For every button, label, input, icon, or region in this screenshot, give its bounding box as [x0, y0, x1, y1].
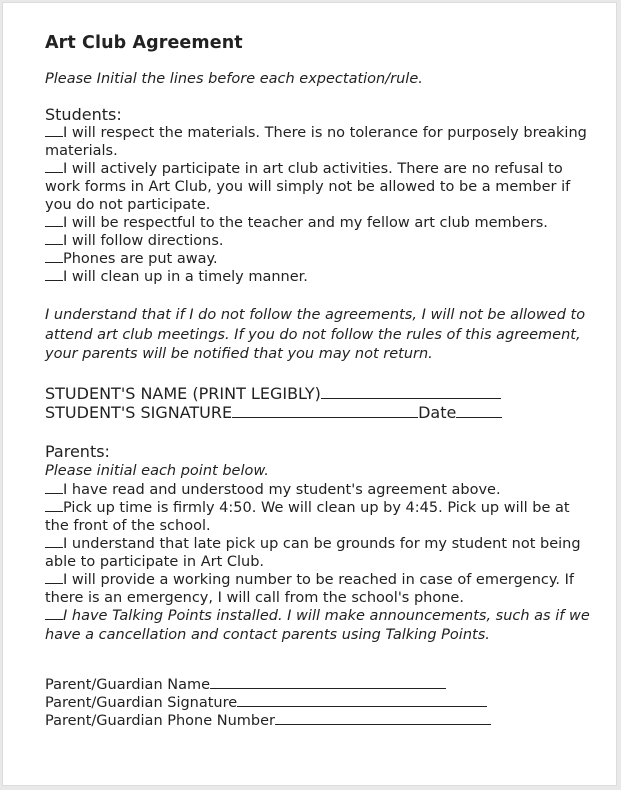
guardian-phone-line: Parent/Guardian Phone Number — [45, 712, 593, 730]
list-item: I will clean up in a timely manner. — [45, 268, 593, 286]
agreement-warning: I understand that if I do not follow the agreements, I will not be allowed to attend art club meetings. If you do not follow the rules of this agreement, your parents will be notified that you may not return. — [45, 307, 586, 362]
initial-blank — [45, 535, 63, 548]
list-item: I have read and understood my student's agreement above. — [45, 481, 593, 499]
list-item: I will be respectful to the teacher and my fellow art club members. — [45, 214, 593, 232]
guardian-signature-block — [45, 676, 593, 730]
list-item: Phones are put away. — [45, 250, 593, 268]
list-item: I will actively participate in art club activities. There are no refusal to work forms in Art Club, you will simply not be allowed to be a member if you do not participate. — [45, 161, 571, 213]
initial-blank — [45, 214, 63, 227]
list-item: I will follow directions. — [45, 232, 593, 250]
guardian-name-line: Parent/Guardian Name — [45, 676, 593, 694]
student-name-line: STUDENT'S NAME (PRINT LEGIBLY) — [45, 384, 593, 403]
guardian-signature-line: Parent/Guardian Signature — [45, 694, 593, 712]
initial-blank — [45, 571, 63, 584]
student-signature-blank — [232, 405, 418, 418]
list-item: I understand that late pick up can be grounds for my student not being able to participate in Art Club. — [45, 535, 581, 570]
list-item: I will respect the materials. There is no tolerance for purposely breaking materials. — [45, 125, 587, 159]
student-name-blank — [321, 386, 501, 399]
student-signature-block — [45, 384, 593, 422]
initial-blank — [45, 499, 63, 512]
document-page — [2, 2, 617, 786]
initial-blank — [45, 268, 63, 281]
list-item: Pick up time is firmly 4:50. We will clean up by 4:45. Pick up will be at the front of the school. — [45, 499, 570, 534]
student-signature-line: STUDENT'S SIGNATURE Date — [45, 403, 593, 422]
list-item: I have Talking Points installed. I will make announcements, such as if we have a cancellation and contact parents using Talking Points. — [45, 607, 590, 643]
document-title: Art Club Agreement — [45, 33, 243, 53]
students-heading: Students: — [45, 105, 122, 124]
parents-instruction: Please initial each point below. — [45, 462, 269, 479]
guardian-signature-blank — [237, 694, 487, 707]
intro-instruction: Please Initial the lines before each expectation/rule. — [45, 71, 423, 87]
students-rule-list — [45, 124, 593, 286]
initial-blank — [45, 250, 63, 263]
initial-blank — [45, 607, 63, 620]
initial-blank — [45, 124, 63, 137]
date-blank — [456, 405, 502, 418]
parents-heading: Parents: — [45, 441, 110, 461]
list-item: I will provide a working number to be reached in case of emergency. If there is an emergency, I will call from the school's phone. — [45, 571, 574, 606]
document-content — [45, 33, 593, 730]
guardian-phone-blank — [275, 712, 491, 725]
parents-point-list — [45, 481, 593, 645]
initial-blank — [45, 160, 63, 173]
initial-blank — [45, 481, 63, 494]
guardian-name-blank — [210, 676, 446, 689]
initial-blank — [45, 232, 63, 245]
